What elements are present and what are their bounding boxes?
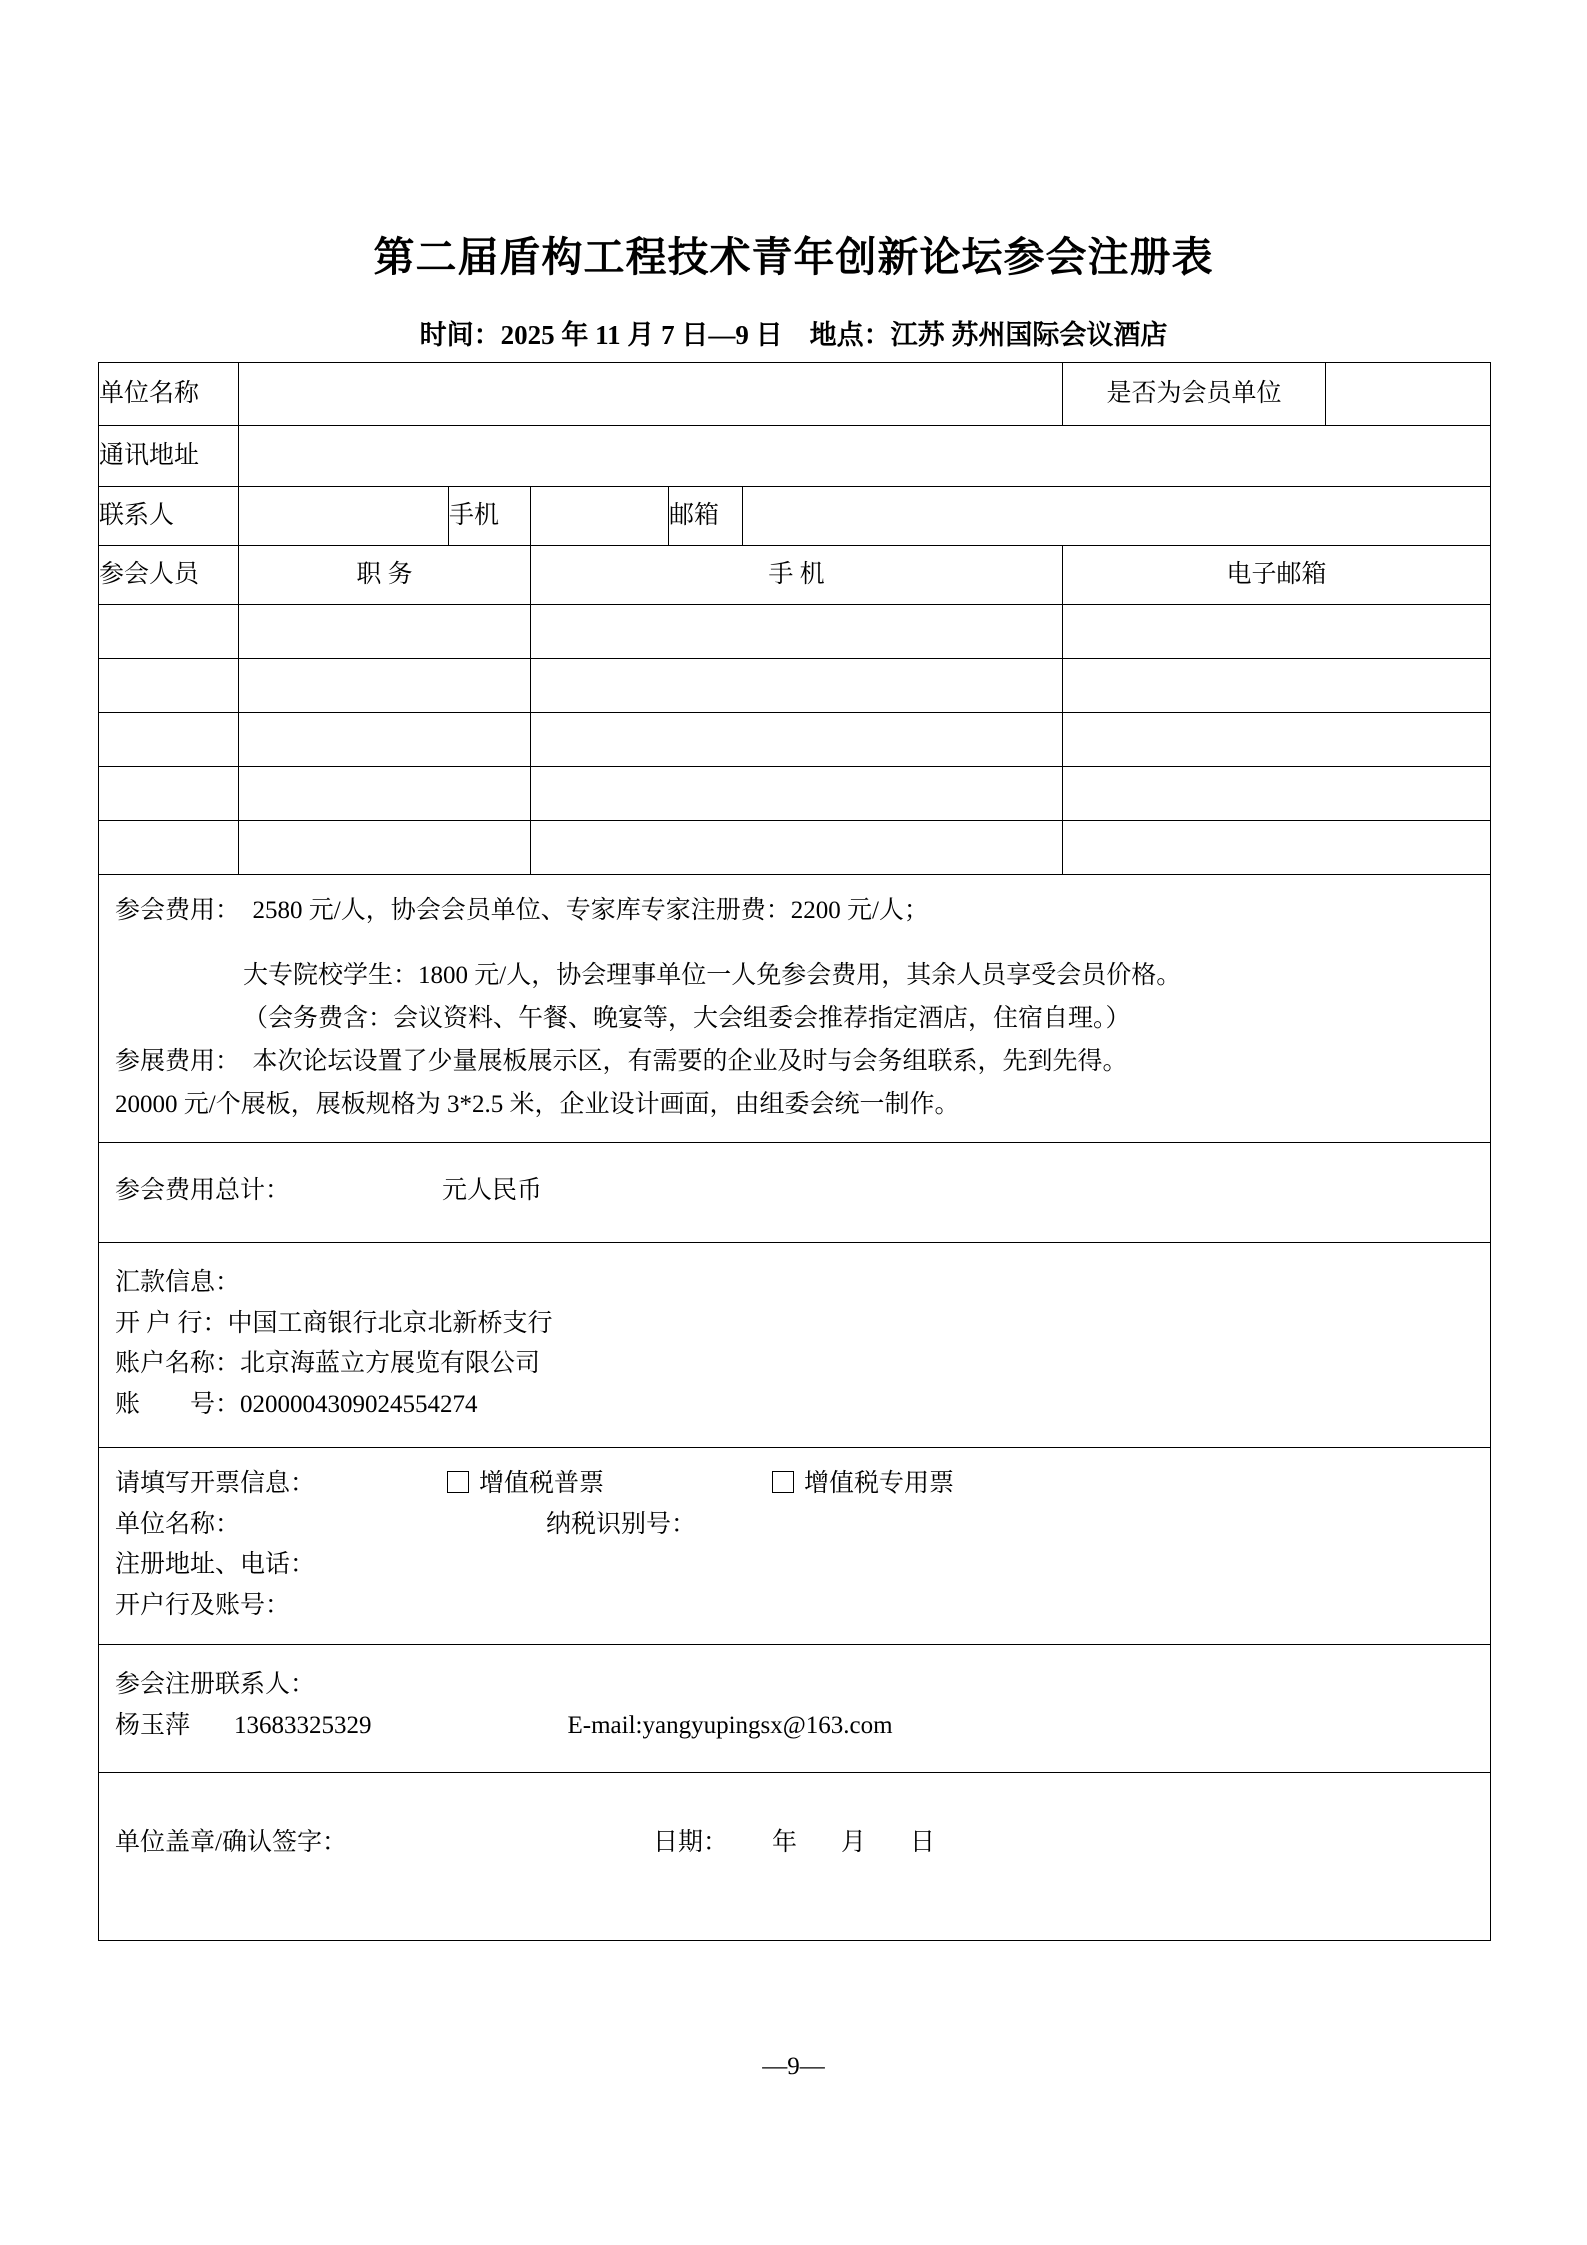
input-attendee-mobile[interactable] xyxy=(531,821,1063,875)
input-attendee-position[interactable] xyxy=(239,767,531,821)
table-row-contact xyxy=(99,487,1491,546)
registration-contact-cell xyxy=(99,1645,1491,1773)
input-attendee-position[interactable] xyxy=(239,821,531,875)
label-total-fee: 参会费用总计： xyxy=(115,1177,291,1204)
column-header-mobile: 手 机 xyxy=(531,546,1063,605)
remittance-account-name-line xyxy=(115,1344,1474,1385)
remittance-info-cell xyxy=(99,1243,1491,1448)
input-attendee-mobile[interactable] xyxy=(531,659,1063,713)
input-attendee-email[interactable] xyxy=(1063,713,1491,767)
table-row-remittance xyxy=(99,1243,1491,1448)
remittance-account-no-line xyxy=(115,1385,1474,1426)
label-date: 日期： xyxy=(652,1829,728,1856)
input-attendee-mobile[interactable] xyxy=(531,713,1063,767)
label-year: 年 xyxy=(771,1829,797,1856)
table-row xyxy=(99,767,1491,821)
table-row-address xyxy=(99,426,1491,487)
input-attendee-name[interactable] xyxy=(99,713,239,767)
input-contact-person[interactable] xyxy=(239,487,449,546)
input-address[interactable] xyxy=(239,426,1491,487)
input-attendee-email[interactable] xyxy=(1063,821,1491,875)
table-row xyxy=(99,659,1491,713)
input-contact-email[interactable] xyxy=(743,487,1491,546)
label-account-name: 账户名称： xyxy=(115,1350,241,1377)
remittance-heading: 汇款信息： xyxy=(115,1269,241,1296)
input-attendee-name[interactable] xyxy=(99,605,239,659)
label-address: 通讯地址 xyxy=(99,426,239,487)
table-row xyxy=(99,821,1491,875)
label-day: 日 xyxy=(910,1829,936,1856)
page-number-footer: —9— xyxy=(762,2053,825,2080)
label-total-currency: 元人民币 xyxy=(442,1177,543,1204)
fee-line-booth: 20000 元/个展板，展板规格为 3*2.5 米，企业设计画面，由组委会统一制作。 xyxy=(115,1091,960,1118)
label-registered-address-phone: 注册地址、电话： xyxy=(115,1551,316,1578)
label-invoice-unit-name: 单位名称： xyxy=(115,1510,241,1538)
page-title: 第二届盾构工程技术青年创新论坛参会注册表 xyxy=(373,234,1214,280)
invoice-heading: 请填写开票信息： xyxy=(115,1470,316,1497)
table-row-invoice xyxy=(99,1448,1491,1645)
invoice-info-cell xyxy=(99,1448,1491,1645)
label-contact-person: 联系人 xyxy=(99,487,239,546)
input-attendee-name[interactable] xyxy=(99,821,239,875)
input-attendee-email[interactable] xyxy=(1063,659,1491,713)
checkbox-vat-special-invoice[interactable] xyxy=(772,1471,794,1493)
table-row-attendee-header xyxy=(99,546,1491,605)
table-row-fees xyxy=(99,875,1491,1143)
event-time-location-subtitle: 时间：2025 年 11 月 7 日—9 日 地点：江苏 苏州国际会议酒店 xyxy=(419,320,1168,350)
fee-description-cell xyxy=(99,875,1491,1143)
contact-person-email: E-mail:yangyupingsx@163.com xyxy=(567,1711,893,1739)
invoice-heading-line xyxy=(115,1464,1474,1505)
signature-cell xyxy=(99,1773,1491,1941)
total-fee-cell xyxy=(99,1143,1491,1243)
label-account-number: 账 号： xyxy=(115,1390,241,1418)
value-account-name: 北京海蓝立方展览有限公司 xyxy=(240,1350,541,1377)
table-row-registration-contact xyxy=(99,1645,1491,1773)
input-is-member-unit[interactable] xyxy=(1326,363,1491,426)
label-month: 月 xyxy=(840,1829,866,1856)
checkbox-vat-general-invoice[interactable] xyxy=(447,1471,469,1493)
fee-line-included: （会务费含：会议资料、午餐、晚宴等，大会组委会推荐指定酒店，住宿自理。） xyxy=(243,1005,1131,1032)
label-bank: 开 户 行： xyxy=(115,1309,228,1337)
table-row-unit-name xyxy=(99,363,1491,426)
input-attendee-position[interactable] xyxy=(239,659,531,713)
invoice-unit-name-line xyxy=(115,1505,1474,1546)
table-row-total xyxy=(99,1143,1491,1243)
input-unit-name[interactable] xyxy=(239,363,1063,426)
label-tax-id: 纳税识别号： xyxy=(546,1510,697,1538)
remittance-bank-line xyxy=(115,1304,1474,1345)
label-company-seal-signature: 单位盖章/确认签字： xyxy=(115,1829,347,1856)
label-vat-special-invoice: 增值税专用票 xyxy=(804,1470,955,1497)
input-attendee-email[interactable] xyxy=(1063,767,1491,821)
label-is-member-unit: 是否为会员单位 xyxy=(1063,363,1326,426)
contact-person-name: 杨玉萍 xyxy=(115,1711,191,1739)
label-invoice-bank-account: 开户行及账号： xyxy=(115,1591,291,1619)
contact-person-phone: 13683325329 xyxy=(234,1711,372,1739)
label-unit-name: 单位名称 xyxy=(99,363,239,426)
input-contact-mobile[interactable] xyxy=(531,487,669,546)
input-attendee-name[interactable] xyxy=(99,659,239,713)
column-header-email: 电子邮箱 xyxy=(1063,546,1491,605)
input-attendee-email[interactable] xyxy=(1063,605,1491,659)
input-attendee-mobile[interactable] xyxy=(531,605,1063,659)
registration-contact-heading: 参会注册联系人： xyxy=(115,1671,316,1698)
input-attendee-position[interactable] xyxy=(239,605,531,659)
input-attendee-position[interactable] xyxy=(239,713,531,767)
fee-line-student: 大专院校学生：1800 元/人，协会理事单位一人免参会费用，其余人员享受会员价格。 xyxy=(243,962,1182,989)
label-attendees: 参会人员 xyxy=(99,546,239,605)
value-account-number: 0200004309024554274 xyxy=(240,1390,478,1418)
table-row xyxy=(99,605,1491,659)
registration-contact-details xyxy=(115,1706,1474,1747)
fee-line-exhibition: 参展费用： 本次论坛设置了少量展板展示区，有需要的企业及时与会务组联系，先到先得。 xyxy=(115,1048,1128,1075)
label-contact-mobile: 手机 xyxy=(449,487,531,546)
label-vat-general-invoice: 增值税普票 xyxy=(479,1470,605,1497)
column-header-position: 职 务 xyxy=(239,546,531,605)
table-row-signature xyxy=(99,1773,1491,1941)
registration-form-table xyxy=(98,362,1491,1941)
invoice-reg-address-line xyxy=(115,1545,1474,1586)
label-contact-email: 邮箱 xyxy=(669,487,743,546)
invoice-bank-account-line xyxy=(115,1586,1474,1627)
fee-line-registration: 参会费用： 2580 元/人，协会会员单位、专家库专家注册费：2200 元/人； xyxy=(115,897,929,924)
value-bank: 中国工商银行北京北新桥支行 xyxy=(227,1309,553,1337)
input-attendee-mobile[interactable] xyxy=(531,767,1063,821)
table-row xyxy=(99,713,1491,767)
input-attendee-name[interactable] xyxy=(99,767,239,821)
